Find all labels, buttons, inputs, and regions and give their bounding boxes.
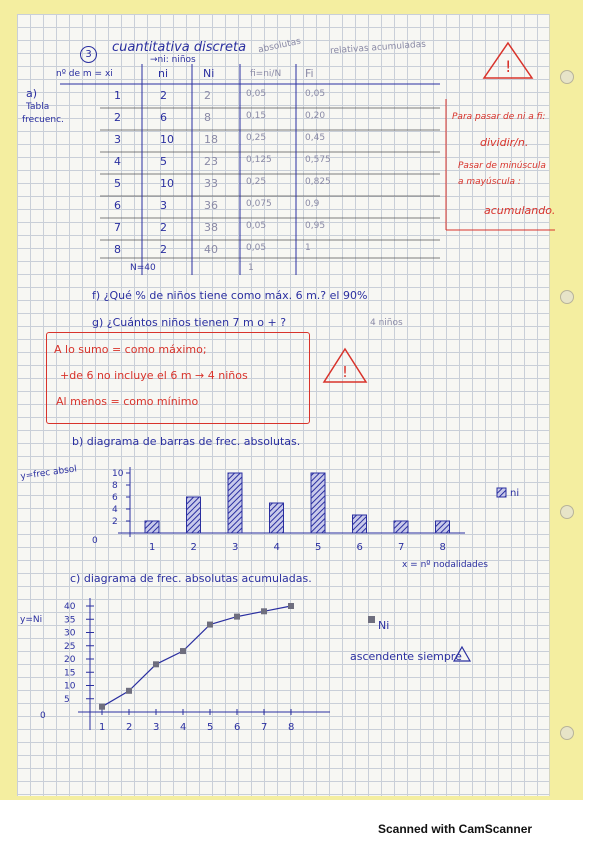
total-n: N=40 xyxy=(130,263,156,273)
relativas-note: relativas acumuladas xyxy=(329,39,427,57)
table-cell: 0,25 xyxy=(246,177,267,187)
y-tick-label: 40 xyxy=(64,602,76,612)
line-chart xyxy=(20,592,490,742)
table-cell: 0,25 xyxy=(246,133,267,143)
table-cell: 7 xyxy=(114,221,121,234)
question-g-answer: 4 niños xyxy=(370,318,403,328)
side-label-a: a) xyxy=(26,87,38,100)
x-tick-label: 7 xyxy=(398,542,405,553)
definition-line2: +de 6 no incluye el 6 m → 4 niños xyxy=(60,369,248,382)
table-cell: 33 xyxy=(204,177,218,190)
x-axis-label: x = nº nodalidades xyxy=(402,560,489,570)
data-point xyxy=(99,704,105,710)
table-cell: 5 xyxy=(160,155,167,168)
table-cell: 0,825 xyxy=(305,177,331,187)
table-cell: 10 xyxy=(160,177,174,190)
warning-triangle-icon xyxy=(320,346,370,386)
absolutas-note: absolutas xyxy=(257,36,302,56)
x-tick-label: 6 xyxy=(356,542,363,553)
table-cell: 6 xyxy=(114,199,121,212)
table-cell: 3 xyxy=(114,133,121,146)
y-axis-label: y=Ni xyxy=(20,615,43,625)
x-tick-label: 8 xyxy=(288,722,295,733)
x-tick-label: 8 xyxy=(439,542,446,553)
legend-label: ni xyxy=(510,488,520,499)
bar xyxy=(311,473,325,533)
side-note-line3: Pasar de minúscula xyxy=(458,161,546,171)
definition-line3: Al menos = como mínimo xyxy=(56,395,199,408)
bar xyxy=(353,515,367,533)
total-f: 1 xyxy=(248,263,254,273)
table-cell: 8 xyxy=(204,111,211,124)
table-cell: 0,15 xyxy=(246,111,267,121)
table-cell: 2 xyxy=(204,89,211,102)
table-cell: 36 xyxy=(204,199,218,212)
y-tick-label: 4 xyxy=(112,505,118,515)
y-tick-label: 5 xyxy=(64,694,70,705)
col-header-Fi: Fi xyxy=(305,67,314,80)
side-note-line4: a mayúscula : xyxy=(458,177,521,187)
question-g: g) ¿Cuántos niños tienen 7 m o + ? xyxy=(92,316,287,329)
warning-mark: ! xyxy=(342,363,349,381)
triangle-icon xyxy=(452,645,472,663)
col-header-Ni: Ni xyxy=(203,67,215,80)
binder-hole xyxy=(560,726,574,740)
table-cell: 0,05 xyxy=(305,89,326,99)
y-tick-label: 10 xyxy=(112,469,124,479)
bar xyxy=(228,473,242,533)
side-note-line5: acumulando. xyxy=(484,204,556,217)
x-tick-label: 4 xyxy=(273,542,280,553)
table-cell: 0,05 xyxy=(246,243,267,253)
table-cell: 1 xyxy=(114,89,121,102)
binder-hole xyxy=(560,290,574,304)
table-cell: 2 xyxy=(160,221,167,234)
ni-note: →ni: niños xyxy=(150,55,196,65)
x-tick-label: 5 xyxy=(315,542,322,553)
x-tick-label: 5 xyxy=(207,722,214,733)
table-cell: 1 xyxy=(305,243,311,253)
scanner-footer: Scanned with CamScanner xyxy=(378,822,533,836)
y-tick-label: 30 xyxy=(64,628,76,639)
data-point xyxy=(261,608,267,614)
side-note-line1: Para pasar de ni a fi: xyxy=(452,112,546,122)
data-point xyxy=(180,648,186,654)
bar xyxy=(394,521,408,533)
table-cell: 38 xyxy=(204,221,218,234)
line-legend: Ni xyxy=(378,619,390,632)
y-tick-label: 8 xyxy=(112,481,118,491)
table-cell: 0,575 xyxy=(305,155,331,165)
y-axis-label: y=frec absol xyxy=(20,464,78,483)
side-label-frecuenc: frecuenc. xyxy=(22,115,64,125)
data-point xyxy=(207,622,213,628)
line-chart-title: c) diagrama de frec. absolutas acumuladas. xyxy=(70,572,312,585)
table-cell: 3 xyxy=(160,199,167,212)
warning-mark: ! xyxy=(505,57,512,76)
x-tick-label: 7 xyxy=(261,722,268,733)
x-tick-label: 2 xyxy=(126,722,133,733)
section-title: cuantitativa discreta xyxy=(112,40,247,55)
table-cell: 4 xyxy=(114,155,121,168)
table-cell: 0,075 xyxy=(246,199,272,209)
data-point xyxy=(153,661,159,667)
x-tick-label: 2 xyxy=(190,542,197,553)
table-cell: 40 xyxy=(204,243,218,256)
col-header-fi: fi=ni/N xyxy=(250,69,282,79)
x-tick-label: 4 xyxy=(180,722,187,733)
table-cell: 18 xyxy=(204,133,218,146)
x-tick-label: 6 xyxy=(234,722,241,733)
table-cell: 2 xyxy=(114,111,121,124)
table-cell: 0,95 xyxy=(305,221,326,231)
table-cell: 0,45 xyxy=(305,133,326,143)
side-label-tabla: Tabla xyxy=(26,102,50,112)
y-tick-label: 20 xyxy=(64,655,76,665)
legend-swatch xyxy=(497,488,506,497)
data-point xyxy=(126,688,132,694)
table-cell: 6 xyxy=(160,111,167,124)
exercise-number: 3 xyxy=(80,46,97,63)
table-cell: 2 xyxy=(160,89,167,102)
table-cell: 0,9 xyxy=(305,199,320,209)
data-point xyxy=(234,614,240,620)
binder-hole xyxy=(560,70,574,84)
table-cell: 23 xyxy=(204,155,218,168)
y-tick-label: 35 xyxy=(64,615,76,626)
table-cell: 5 xyxy=(114,177,121,190)
y-tick-label: 10 xyxy=(64,681,76,692)
table-cell: 10 xyxy=(160,133,174,146)
warning-triangle-icon xyxy=(480,40,536,82)
col-header-xi: nº de m = xi xyxy=(56,69,113,79)
origin-label: 0 xyxy=(92,536,98,546)
definition-line1: A lo sumo = como máximo; xyxy=(54,343,207,356)
table-cell: 0,125 xyxy=(246,155,272,165)
binder-hole xyxy=(560,505,574,519)
table-cell: 0,05 xyxy=(246,221,267,231)
table-cell: 0,05 xyxy=(246,89,267,99)
x-tick-label: 1 xyxy=(99,722,106,733)
y-tick-label: 6 xyxy=(112,493,118,503)
bar xyxy=(436,521,450,533)
line-chart-note: ascendente siempre xyxy=(350,650,462,663)
x-tick-label: 1 xyxy=(149,542,156,553)
bar xyxy=(270,503,284,533)
bar xyxy=(187,497,201,533)
col-header-ni: ni xyxy=(158,67,169,80)
table-cell: 8 xyxy=(114,243,121,256)
data-point xyxy=(288,603,294,609)
table-cell: 0,20 xyxy=(305,111,326,121)
y-tick-label: 25 xyxy=(64,641,76,652)
bar-chart-title: b) diagrama de barras de frec. absolutas. xyxy=(72,435,301,448)
bar xyxy=(145,521,159,533)
y-tick-label: 2 xyxy=(112,517,118,527)
question-f: f) ¿Qué % de niños tiene como máx. 6 m.? el 90% xyxy=(92,289,368,302)
legend-swatch xyxy=(368,616,375,623)
x-tick-label: 3 xyxy=(232,542,239,553)
y-tick-label: 15 xyxy=(64,668,76,679)
table-cell: 2 xyxy=(160,243,167,256)
x-tick-label: 3 xyxy=(153,722,160,733)
origin-label: 0 xyxy=(40,711,46,721)
bar-chart xyxy=(20,455,550,573)
side-note-line2: dividir/n. xyxy=(480,136,529,149)
